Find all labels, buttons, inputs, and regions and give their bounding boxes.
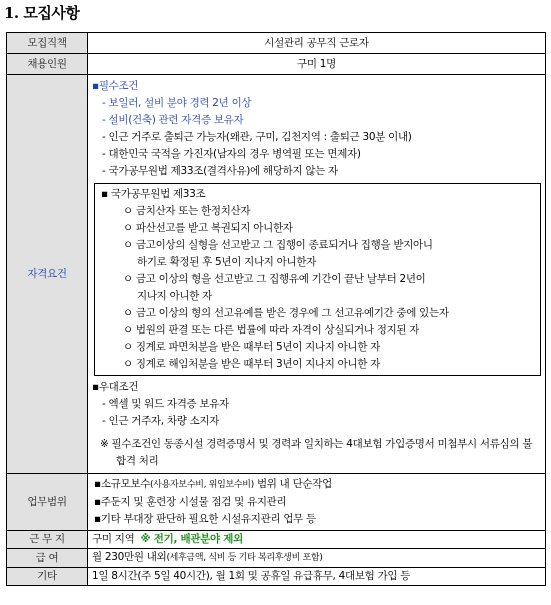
- etc-label: 기타: [7, 568, 88, 586]
- location-note: ※ 전기, 배관분야 제외: [140, 533, 243, 545]
- duty-item: ▪소규모보수(사용자보수비, 위임보수비) 범위 내 단순작업: [94, 478, 332, 490]
- salary-note: (세후금액, 식비 등 기타 복리후생비 포함): [166, 553, 323, 563]
- duties-label: 업무범위: [7, 474, 88, 531]
- preferred-item: - 엑셀 및 워드 자격증 보유자: [102, 398, 229, 410]
- location-label: 근 무 지: [7, 531, 88, 549]
- required-item: - 보일러, 설비 분야 경력 2년 이상: [102, 97, 252, 109]
- location-value: 구미 지역: [92, 533, 135, 545]
- box-item: ㅇ 금고 이상의 형을 선고받고 그 집행유예 기간이 끝난 날부터 2년이 지나지 아니한 자: [123, 273, 426, 302]
- required-item: - 인근 거주로 출퇴근 가능자(왜관, 구미, 김천지역 : 출퇴근 30분 이내): [102, 131, 412, 143]
- box-item: ㅇ 징계로 파면처분을 받은 때부터 5년이 지나지 아니한 자: [123, 341, 381, 353]
- location-content: [88, 531, 546, 549]
- qualifications-content: [88, 75, 546, 474]
- row-headcount: [7, 54, 546, 75]
- disqualification-box: [94, 183, 541, 376]
- preferred-item: - 인근 거주자, 차량 소지자: [102, 415, 220, 427]
- row-duties: [7, 474, 546, 531]
- box-item: ㅇ 금고이상의 실형을 선고받고 그 집행이 종료되거나 집행을 받지아니 하기로 확정된 후 5년이 지나지 아니한자: [123, 239, 433, 268]
- box-item: ㅇ 징계로 해임처분을 받은 때부터 3년이 지나지 아니한 자: [123, 358, 381, 370]
- headcount-label: 채용인원: [7, 54, 88, 75]
- box-item: ㅇ 법원의 판결 또는 다른 법률에 따라 자격이 상실되거나 정지된 자: [123, 324, 420, 336]
- box-heading: ▪ 국가공무원법 제33조: [101, 188, 206, 200]
- qualifications-note: ※ 필수조건인 동종시설 경력증명서 및 경력과 일치하는 4대보험 가입증명서 미첨부시 서류심의 불합격 처리: [100, 438, 533, 467]
- duty-item: ▪주둔지 및 훈련장 시설물 점검 및 유지관리: [94, 496, 287, 508]
- required-item: - 대한민국 국적을 가진자(남자의 경우 병역필 또는 면제자): [102, 148, 361, 160]
- box-item: ㅇ 금고 이상의 형의 선고유예를 받은 경우에 그 선고유예기간 중에 있는자: [123, 307, 449, 319]
- duty-item: ▪기타 부대장 판단하 필요한 시설유지관리 업무 등: [94, 513, 316, 525]
- salary-content: [88, 549, 546, 568]
- row-qualifications: [7, 75, 546, 474]
- preferred-heading: ▪우대조건: [92, 381, 139, 393]
- box-item: ㅇ 금치산자 또는 한정치산자: [123, 205, 251, 217]
- row-etc: [7, 568, 546, 586]
- recruitment-table: [6, 32, 546, 586]
- section-title: 1. 모집사항: [4, 4, 80, 22]
- job-value: 시설관리 공무직 근로자: [88, 33, 546, 54]
- duties-content: [88, 474, 546, 531]
- salary-value: 월 230만원 내외: [92, 551, 167, 563]
- required-item: - 국가공무원법 제33조(결격사유)에 해당하지 않는 자: [102, 165, 338, 177]
- required-heading: ▪필수조건: [92, 80, 139, 92]
- salary-label: 급 여: [7, 549, 88, 568]
- row-location: [7, 531, 546, 549]
- job-label: 모집직책: [7, 33, 88, 54]
- required-item: - 설비(건축) 관련 자격증 보유자: [102, 114, 244, 126]
- headcount-value: 구미 1명: [88, 54, 546, 75]
- row-job: [7, 33, 546, 54]
- etc-value: 1일 8시간(주 5일 40시간), 월 1회 및 공휴일 유급휴무, 4대보험 가입 등: [88, 568, 546, 586]
- row-salary: [7, 549, 546, 568]
- qualifications-label: 자격요건: [7, 75, 88, 474]
- box-item: ㅇ 파산선고를 받고 복권되지 아니한자: [123, 222, 293, 234]
